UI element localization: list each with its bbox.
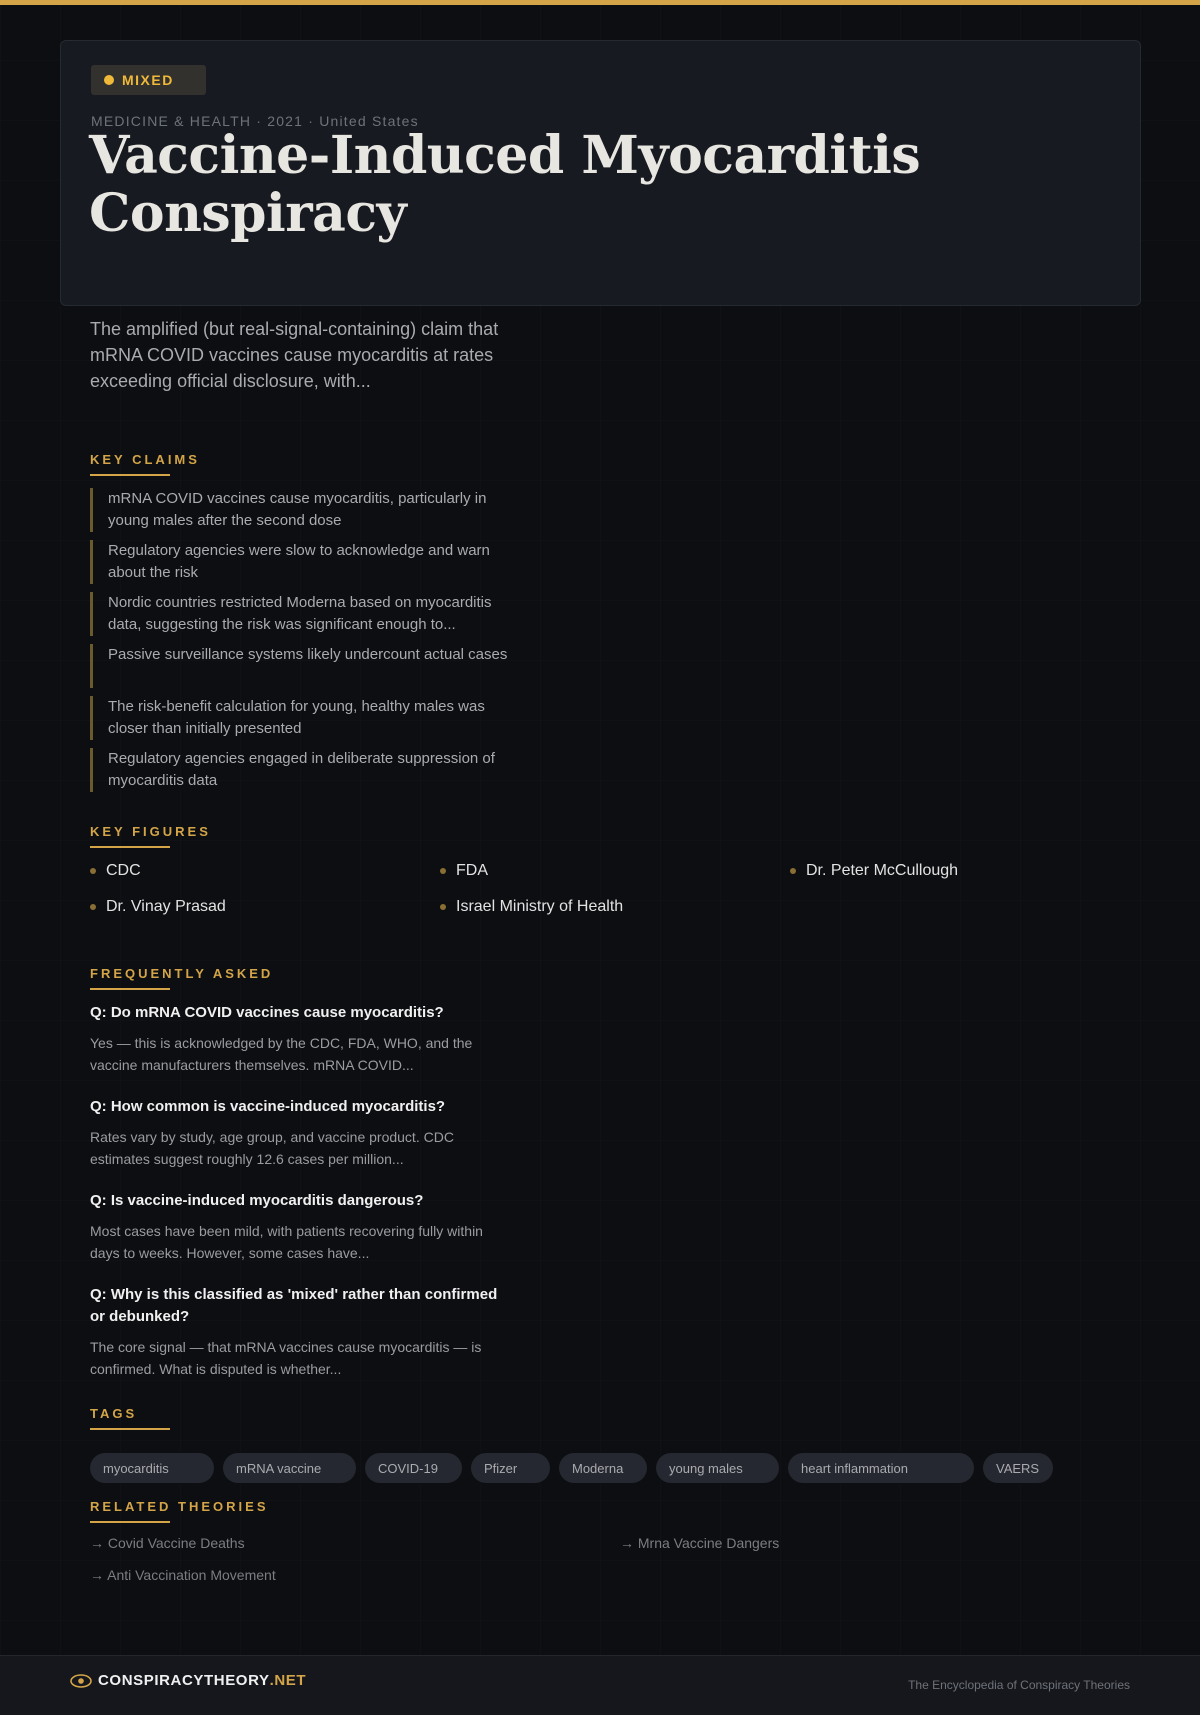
figure-item[interactable]: [440, 860, 790, 882]
faq-answer: Most cases have been mild, with patients recovering fully within days to weeks. However, some cases have...: [90, 1223, 483, 1261]
top-accent-bar: [0, 0, 1200, 5]
figure-name: Dr. Peter McCullough: [806, 862, 959, 879]
claim-item: Passive surveillance systems likely undercount actual cases: [90, 644, 510, 688]
figure-name: CDC: [106, 862, 141, 879]
faq-item: [90, 1190, 510, 1264]
tag-chip[interactable]: heart inflammation: [788, 1453, 974, 1483]
faq-list: [90, 1002, 510, 1400]
related-list: [90, 1535, 1150, 1586]
figure-name: FDA: [456, 862, 488, 879]
related-link[interactable]: → Anti Vaccination Movement: [90, 1567, 276, 1583]
bullet-icon: [790, 868, 796, 874]
footer: [0, 1655, 1200, 1715]
eye-icon: [70, 1674, 92, 1688]
figure-item[interactable]: [90, 860, 440, 882]
faq-answer: The core signal — that mRNA vaccines cause myocarditis — is confirmed. What is disputed is whether...: [90, 1339, 482, 1377]
key-figures-list: [90, 860, 1150, 918]
site-logo[interactable]: [70, 1672, 306, 1689]
figure-name: Israel Ministry of Health: [456, 898, 624, 915]
related-link[interactable]: → Mrna Vaccine Dangers: [620, 1535, 780, 1551]
logo-tld: .NET: [269, 1672, 307, 1689]
claim-item: Regulatory agencies were slow to acknowledge and warn about the risk: [90, 540, 510, 584]
faq-question: Q: Why is this classified as 'mixed' rather than confirmed or debunked?: [90, 1286, 498, 1325]
summary: The amplified (but real-signal-containing) claim that mRNA COVID vaccines cause myocarditis at rates exceeding official disclosure, with...: [90, 319, 499, 391]
page-title: Vaccine-Induced Myocarditis Conspiracy: [89, 125, 921, 244]
bullet-icon: [90, 868, 96, 874]
logo-text: CONSPIRACYTHEORY: [98, 1672, 270, 1689]
key-figures-heading: KEY FIGURES: [90, 824, 211, 839]
claim-item: Regulatory agencies engaged in deliberate suppression of myocarditis data: [90, 748, 510, 792]
faq-heading: FREQUENTLY ASKED: [90, 966, 274, 981]
bullet-icon: [440, 904, 446, 910]
status-badge-label: MIXED: [122, 72, 174, 88]
tag-list: [90, 1453, 1150, 1483]
key-claims-list: [90, 488, 510, 800]
tag-chip[interactable]: myocarditis: [90, 1453, 214, 1483]
tag-chip[interactable]: Pfizer: [471, 1453, 550, 1483]
bullet-icon: [440, 868, 446, 874]
key-claims-heading: KEY CLAIMS: [90, 452, 200, 467]
faq-answer: Rates vary by study, age group, and vaccine product. CDC estimates suggest roughly 12.6 cases per million...: [90, 1129, 454, 1167]
hero-card: [60, 40, 1141, 306]
faq-item: [90, 1284, 510, 1380]
claim-item: The risk-benefit calculation for young, healthy males was closer than initially presented: [90, 696, 510, 740]
figure-item[interactable]: [90, 896, 440, 918]
bullet-icon: [90, 904, 96, 910]
footer-tagline: The Encyclopedia of Conspiracy Theories: [908, 1678, 1130, 1692]
figure-item[interactable]: [440, 896, 790, 918]
faq-question: Q: How common is vaccine-induced myocarditis?: [90, 1098, 446, 1115]
figure-item[interactable]: [790, 860, 1140, 882]
tag-chip[interactable]: Moderna: [559, 1453, 647, 1483]
status-badge: [91, 65, 206, 95]
meta-line: MEDICINE & HEALTH · 2021 · United States: [91, 113, 419, 129]
faq-answer: Yes — this is acknowledged by the CDC, FDA, WHO, and the vaccine manufacturers themselves. mRNA COVID...: [90, 1035, 473, 1073]
faq-question: Q: Is vaccine-induced myocarditis dangerous?: [90, 1192, 424, 1209]
tag-chip[interactable]: COVID-19: [365, 1453, 462, 1483]
faq-item: [90, 1096, 510, 1170]
figure-name: Dr. Vinay Prasad: [106, 898, 226, 915]
tag-chip[interactable]: mRNA vaccine: [223, 1453, 356, 1483]
faq-question: Q: Do mRNA COVID vaccines cause myocarditis?: [90, 1004, 444, 1021]
tags-heading: TAGS: [90, 1406, 138, 1421]
tag-chip[interactable]: young males: [656, 1453, 779, 1483]
claim-item: mRNA COVID vaccines cause myocarditis, particularly in young males after the second dose: [90, 488, 510, 532]
related-link[interactable]: → Covid Vaccine Deaths: [90, 1535, 245, 1551]
related-heading: RELATED THEORIES: [90, 1499, 269, 1514]
status-dot-icon: [104, 75, 114, 85]
claim-item: Nordic countries restricted Moderna based on myocarditis data, suggesting the risk was significant enough to...: [90, 592, 510, 636]
tag-chip[interactable]: VAERS: [983, 1453, 1053, 1483]
faq-item: [90, 1002, 510, 1076]
